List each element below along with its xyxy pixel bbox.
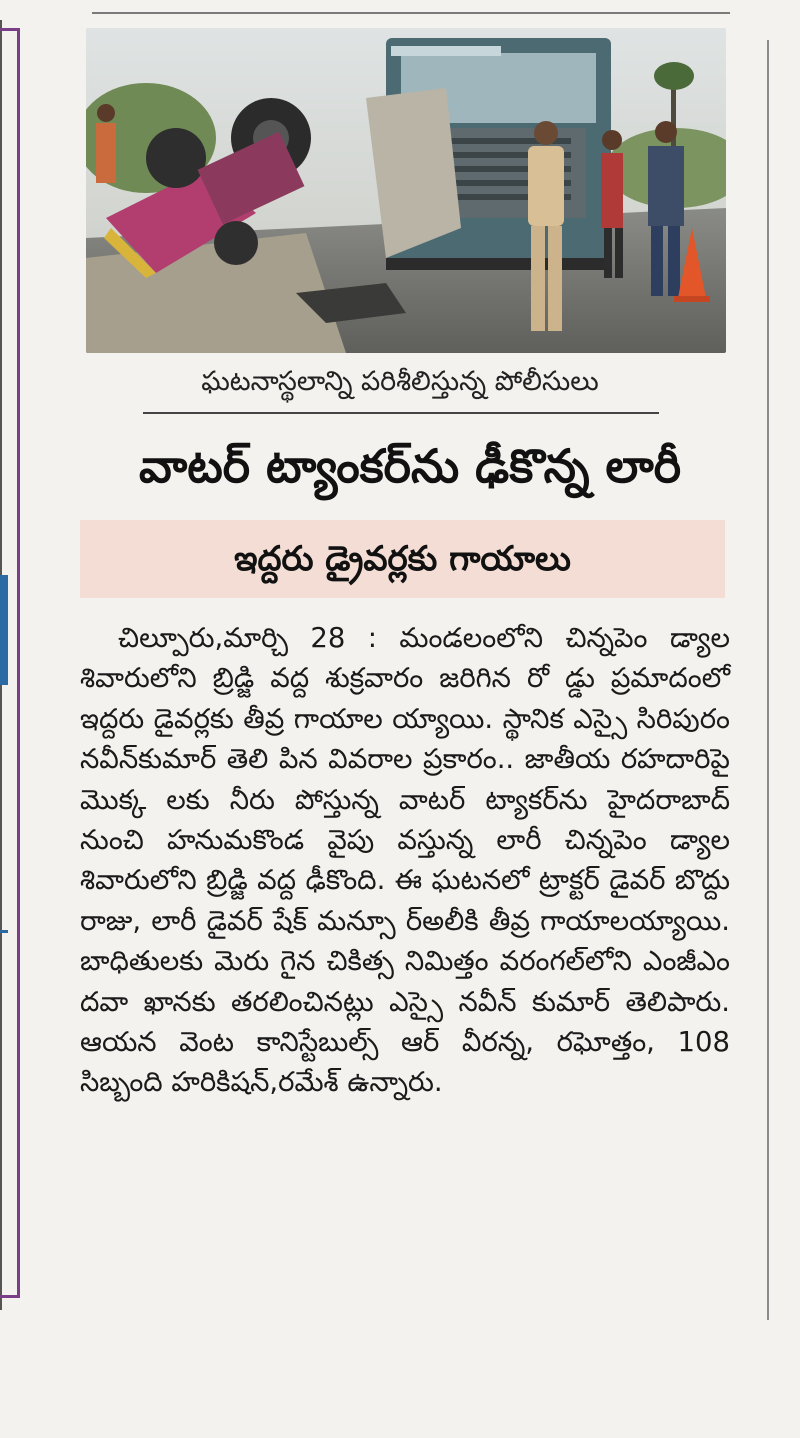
headline: వాటర్ ట్యాంకర్‌ను ఢీకొన్న లారీ	[139, 439, 681, 493]
subheadline: ఇద్దరు డ్రైవర్లకు గాయాలు	[234, 539, 571, 579]
photo-caption: ఘటనాస్థలాన్ని పరిశీలిస్తున్న పోలీసులు	[201, 366, 599, 397]
left-column-accent	[0, 575, 8, 685]
top-rule	[92, 12, 730, 14]
accident-photo	[86, 28, 726, 353]
article-body	[80, 618, 730, 1103]
caption-underline	[143, 412, 659, 414]
left-column-tick	[0, 930, 8, 933]
article-paragraph: చిల్పూరు,మార్చి 28 : మండలంలోని చిన్నపెం డ్యాల శివారులోని బ్రిడ్జి వద్ద శుక్రవారం జరిగిన రో డ్డు ప్రమాదంలో ఇద్దరు డైవర్లకు తీవ్ర గాయాల య్యాయి. స్థానిక ఎస్సై సిరిపురం నవీన్‌కుమార్ తెలి పిన వివరాల ప్రకారం.. జాతీయ రహదారిపై మొక్క లకు నీరు పోస్తున్న వాటర్ ట్యాకర్‌ను హైదరాబాద్ నుంచి హనుమకొండ వైపు వస్తున్న లారీ చిన్నపెం డ్యాల శివారులోని బ్రిడ్జి వద్ద ఢీకొంది. ఈ ఘటనలో ట్రాక్టర్ డైవర్ బొద్దు రాజు, లారీ డైవర్ షేక్ మన్సూ ర్అలీకి తీవ్ర గాయాలయ్యాయి. బాధితులకు మెరు గైన చికిత్స నిమిత్తం వరంగల్‌లోని ఎంజీఎం దవా ఖానకు తరలించినట్లు ఎస్సై నవీన్ కుమార్ తెలిపారు. ఆయన వెంట కానిస్టేబుల్స్ ఆర్ వీరన్న, రఘోత్తం, 108 సిబ్బంది హరికిషన్,రమేశ్ ఉన్నారు.	[80, 622, 730, 1099]
right-column-rule	[767, 40, 769, 1320]
